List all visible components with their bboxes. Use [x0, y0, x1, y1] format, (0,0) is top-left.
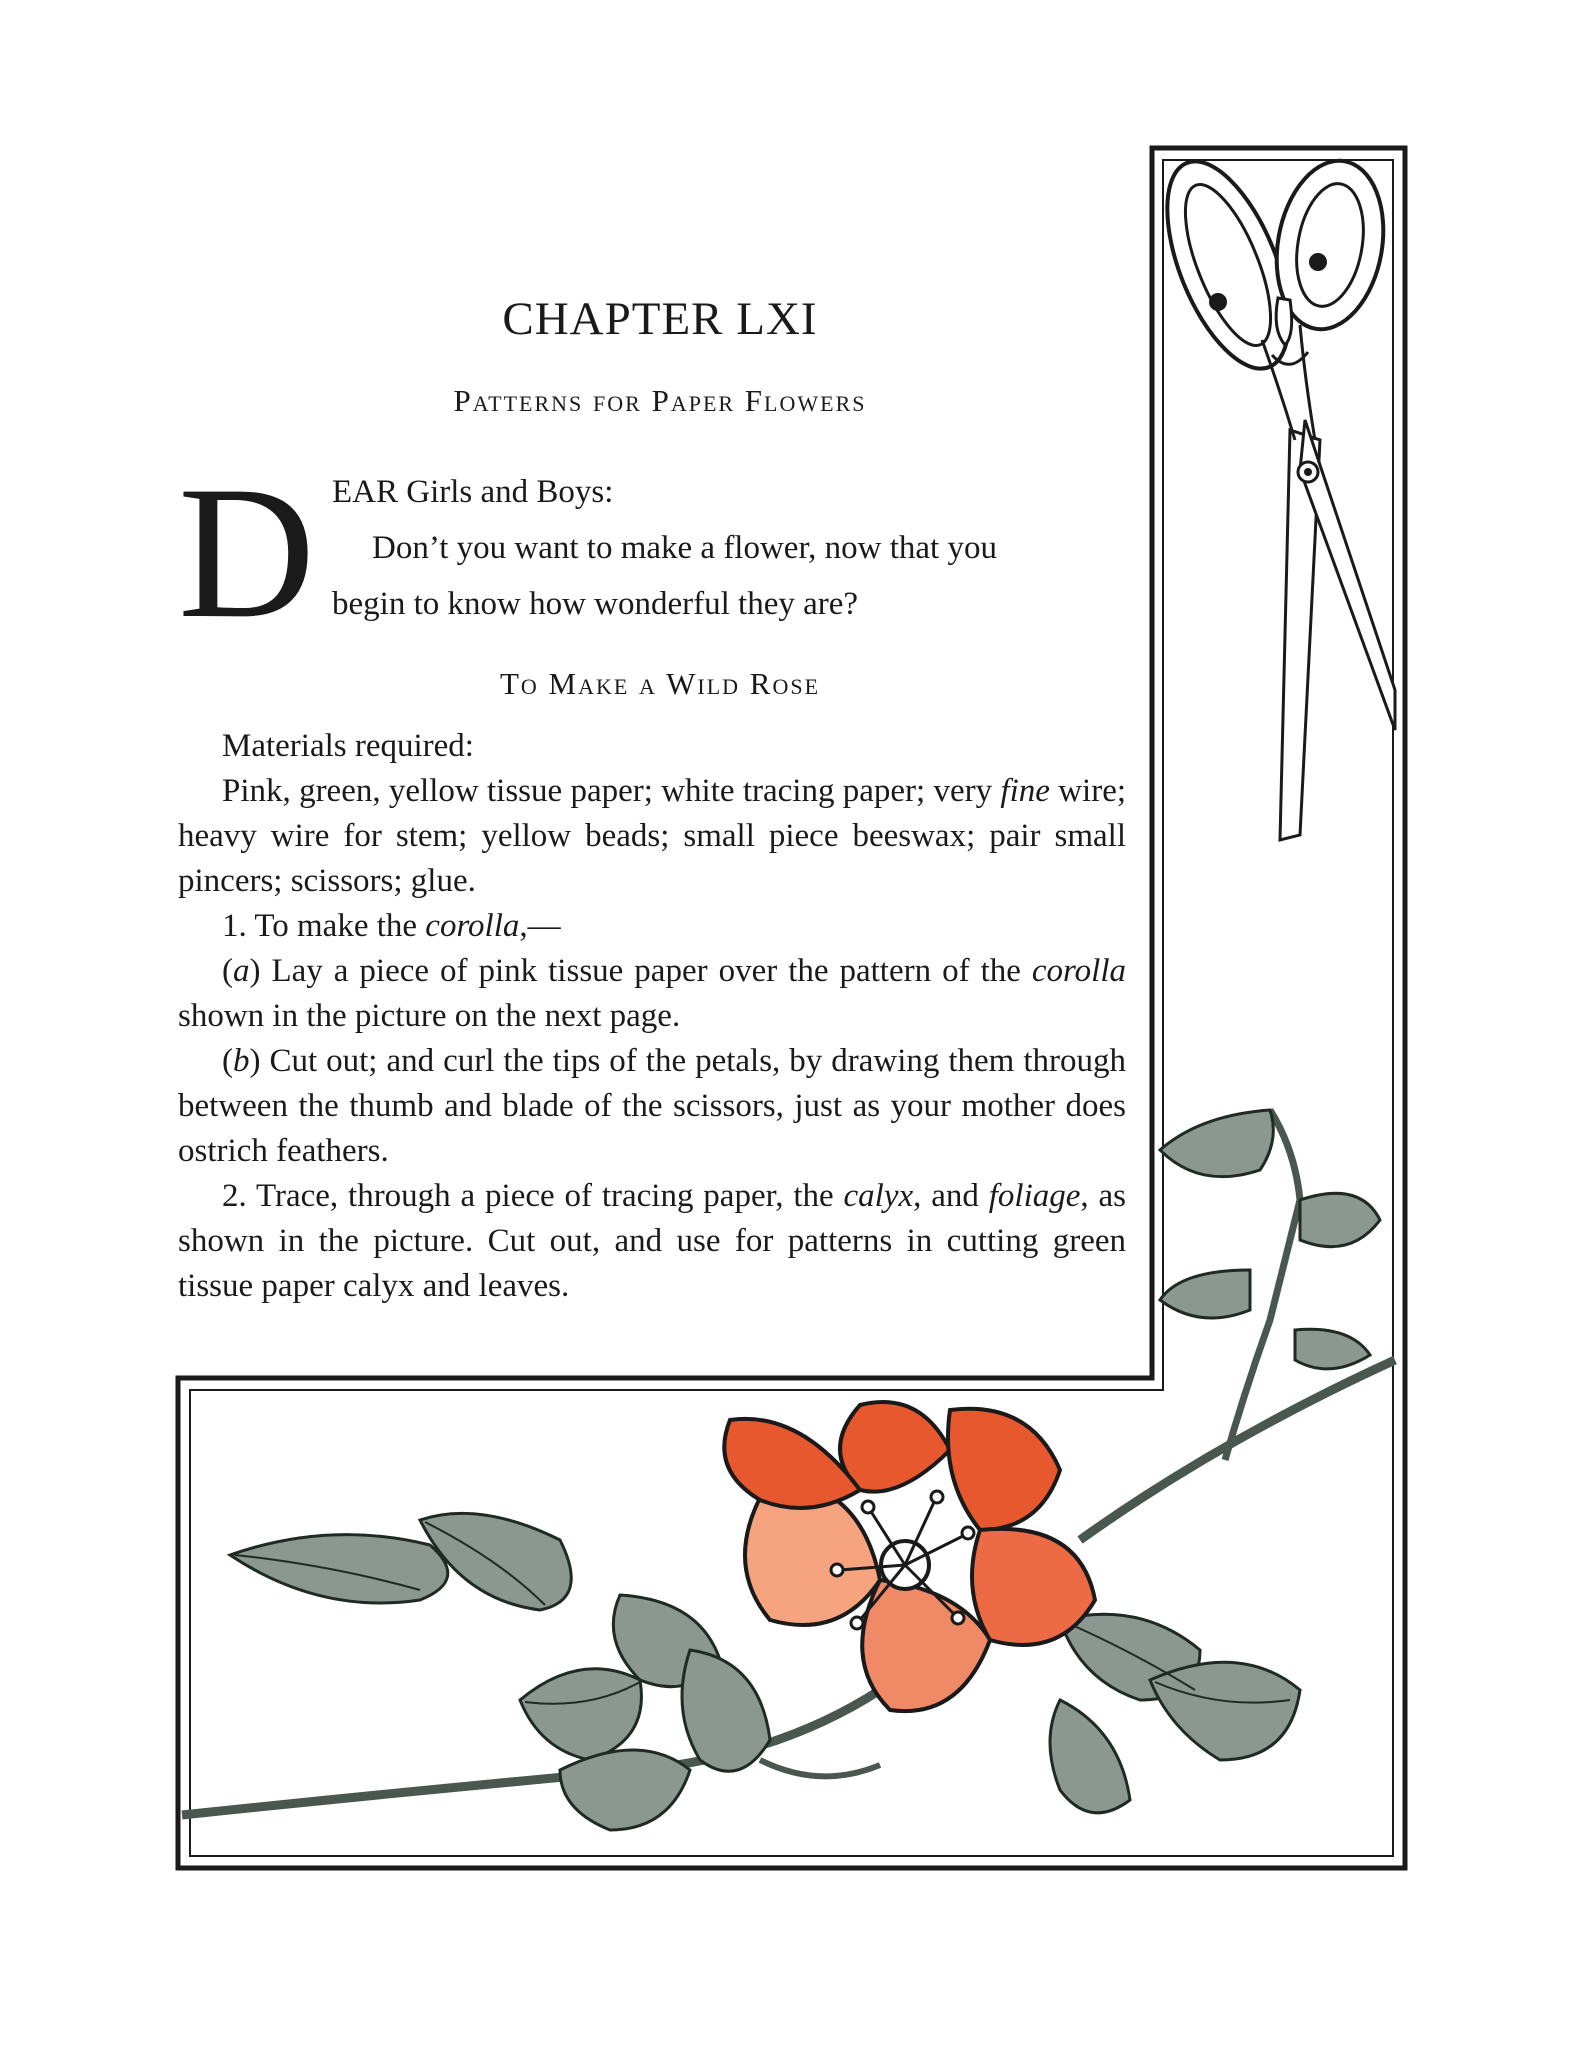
intro-line-2: Don’t you want to make a flower, now that you: [372, 530, 997, 566]
materials-heading: Materials required:: [222, 728, 474, 764]
scissors-with-face-icon: [1142, 145, 1396, 840]
chapter-subtitle: Patterns for Paper Flowers: [453, 383, 867, 418]
step-2: 2. Trace, through a piece of tracing paper, the calyx, and foliage, as shown in the picture. Cut out, and use for patterns in cutting green tissue paper calyx and leaves.: [178, 1178, 1126, 1304]
chapter-title: CHAPTER LXI: [502, 293, 818, 345]
intro-salutation: EAR Girls and Boys:: [332, 474, 614, 510]
section-title: To Make a Wild Rose: [499, 666, 821, 701]
drop-cap: D: [178, 448, 316, 658]
instructions-body: [178, 724, 1126, 1309]
materials-list: Pink, green, yellow tissue paper; white tracing paper; very fine wire; heavy wire for stem; yellow beads; small piece beeswax; pair small pincers; scissors; glue.: [178, 773, 1127, 899]
step-1b: (b) Cut out; and curl the tips of the petals, by drawing them through between the thumb and blade of the scissors, just as your mother does ostrich feathers.: [178, 1043, 1126, 1169]
step-1: 1. To make the corolla,—: [222, 908, 561, 944]
intro-line-3: begin to know how wonderful they are?: [332, 586, 859, 622]
step-1a: (a) Lay a piece of pink tissue paper over the pattern of the corolla shown in the picture on the next page.: [178, 953, 1126, 1034]
